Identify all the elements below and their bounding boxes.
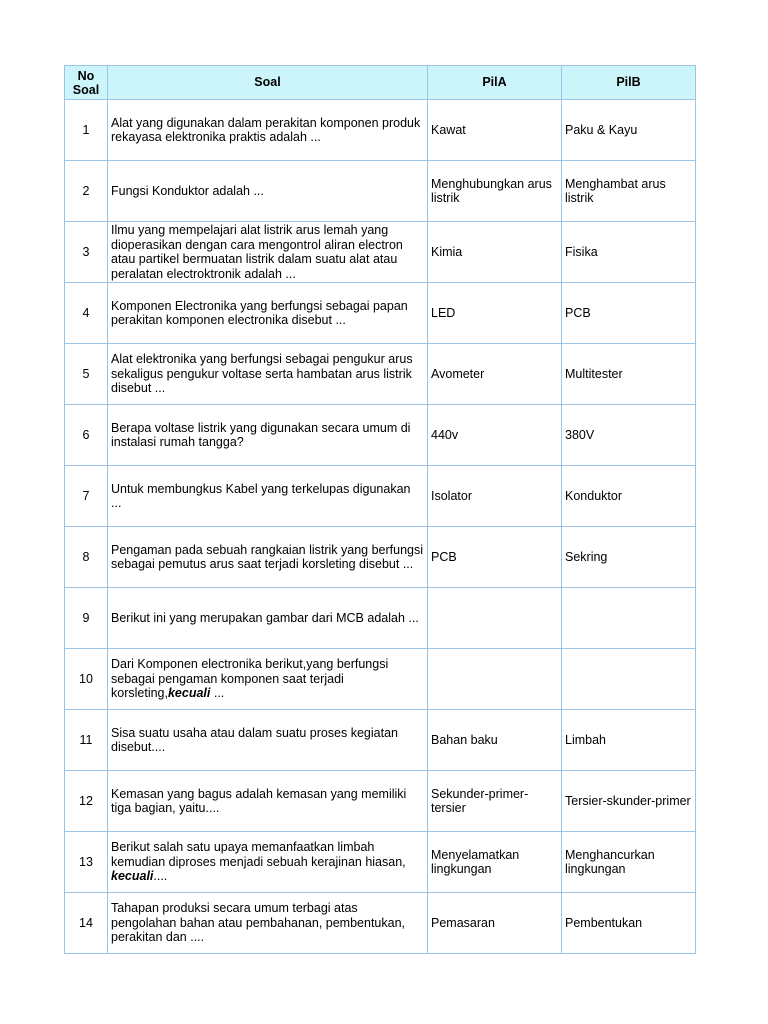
question-text: Alat yang digunakan dalam perakitan komponen produk rekayasa elektronika praktis adalah ... (108, 100, 428, 161)
header-row (65, 66, 696, 100)
question-number: 4 (65, 283, 108, 344)
table-row (65, 771, 696, 832)
question-text (108, 649, 428, 710)
option-a: Menyelamatkan lingkungan (428, 832, 562, 893)
option-b: Pembentukan (562, 893, 696, 954)
question-number: 5 (65, 344, 108, 405)
table-row (65, 527, 696, 588)
question-text: Fungsi Konduktor adalah ... (108, 161, 428, 222)
option-b: Konduktor (562, 466, 696, 527)
question-number: 2 (65, 161, 108, 222)
question-exception-word: kecuali (111, 869, 154, 884)
question-text-main: Dari Komponen electronika berikut,yang berfungsi sebagai pengaman komponen saat terjadi korsleting, (111, 657, 389, 701)
option-a: LED (428, 283, 562, 344)
question-number: 14 (65, 893, 108, 954)
option-a: Kimia (428, 222, 562, 283)
table-row (65, 344, 696, 405)
question-text (108, 832, 428, 893)
header-pila: PilA (428, 66, 562, 100)
option-b: Fisika (562, 222, 696, 283)
option-a: Kawat (428, 100, 562, 161)
question-text: Sisa suatu usaha atau dalam suatu proses kegiatan disebut.... (108, 710, 428, 771)
question-text: Pengaman pada sebuah rangkaian listrik yang berfungsi sebagai pemutus arus saat terjadi korsleting disebut ... (108, 527, 428, 588)
option-b: Menghambat arus listrik (562, 161, 696, 222)
question-number: 8 (65, 527, 108, 588)
question-text: Ilmu yang mempelajari alat listrik arus lemah yang dioperasikan dengan cara mengontrol aliran electron atau partikel bermuatan listrik dalam suatu alat atau peralatan electroktronik adalah ... (108, 222, 428, 283)
table-row (65, 100, 696, 161)
option-b: Menghancurkan lingkungan (562, 832, 696, 893)
question-number: 3 (65, 222, 108, 283)
question-text: Berapa voltase listrik yang digunakan secara umum di instalasi rumah tangga? (108, 405, 428, 466)
question-number: 12 (65, 771, 108, 832)
option-a: Pemasaran (428, 893, 562, 954)
table-row (65, 222, 696, 283)
table-row (65, 710, 696, 771)
table-row (65, 283, 696, 344)
header-no-soal: No Soal (65, 66, 108, 100)
option-b: Limbah (562, 710, 696, 771)
table-row (65, 893, 696, 954)
question-exception-word: kecuali (167, 686, 211, 701)
option-a: Sekunder-primer-tersier (428, 771, 562, 832)
option-a: Bahan baku (428, 710, 562, 771)
option-a (428, 649, 562, 710)
option-a: 440v (428, 405, 562, 466)
table-row (65, 405, 696, 466)
question-number: 1 (65, 100, 108, 161)
question-text: Tahapan produksi secara umum terbagi atas pengolahan bahan atau pembahanan, pembentukan, perakitan dan .... (108, 893, 428, 954)
option-b: Tersier-skunder-primer (562, 771, 696, 832)
table-row (65, 832, 696, 893)
question-number: 7 (65, 466, 108, 527)
question-text-tail: ... (210, 686, 225, 701)
option-b: Multitester (562, 344, 696, 405)
question-text: Komponen Electronika yang berfungsi sebagai papan perakitan komponen electronika disebut ... (108, 283, 428, 344)
question-text-main: Berikut salah satu upaya memanfaatkan limbah kemudian diproses menjadi sebuah kerajinan hiasan, (111, 840, 406, 869)
question-number: 13 (65, 832, 108, 893)
table-row (65, 649, 696, 710)
option-a: PCB (428, 527, 562, 588)
option-b (562, 588, 696, 649)
option-a (428, 588, 562, 649)
question-text-tail: .... (153, 869, 168, 884)
option-a: Menghubungkan arus listrik (428, 161, 562, 222)
question-number: 11 (65, 710, 108, 771)
quiz-sheet (64, 65, 695, 954)
option-a: Avometer (428, 344, 562, 405)
question-text: Alat elektronika yang berfungsi sebagai pengukur arus sekaligus pengukur voltase serta hambatan arus listrik disebut ... (108, 344, 428, 405)
quiz-table (64, 65, 696, 954)
table-row (65, 588, 696, 649)
question-text: Untuk membungkus Kabel yang terkelupas digunakan ... (108, 466, 428, 527)
table-row (65, 466, 696, 527)
option-b: Paku & Kayu (562, 100, 696, 161)
header-pilb: PilB (562, 66, 696, 100)
question-number: 6 (65, 405, 108, 466)
header-soal: Soal (108, 66, 428, 100)
option-a: Isolator (428, 466, 562, 527)
option-b: Sekring (562, 527, 696, 588)
question-text: Kemasan yang bagus adalah kemasan yang memiliki tiga bagian, yaitu.... (108, 771, 428, 832)
option-b: PCB (562, 283, 696, 344)
option-b: 380V (562, 405, 696, 466)
question-number: 9 (65, 588, 108, 649)
question-number: 10 (65, 649, 108, 710)
question-text: Berikut ini yang merupakan gambar dari MCB adalah ... (108, 588, 428, 649)
table-row (65, 161, 696, 222)
option-b (562, 649, 696, 710)
